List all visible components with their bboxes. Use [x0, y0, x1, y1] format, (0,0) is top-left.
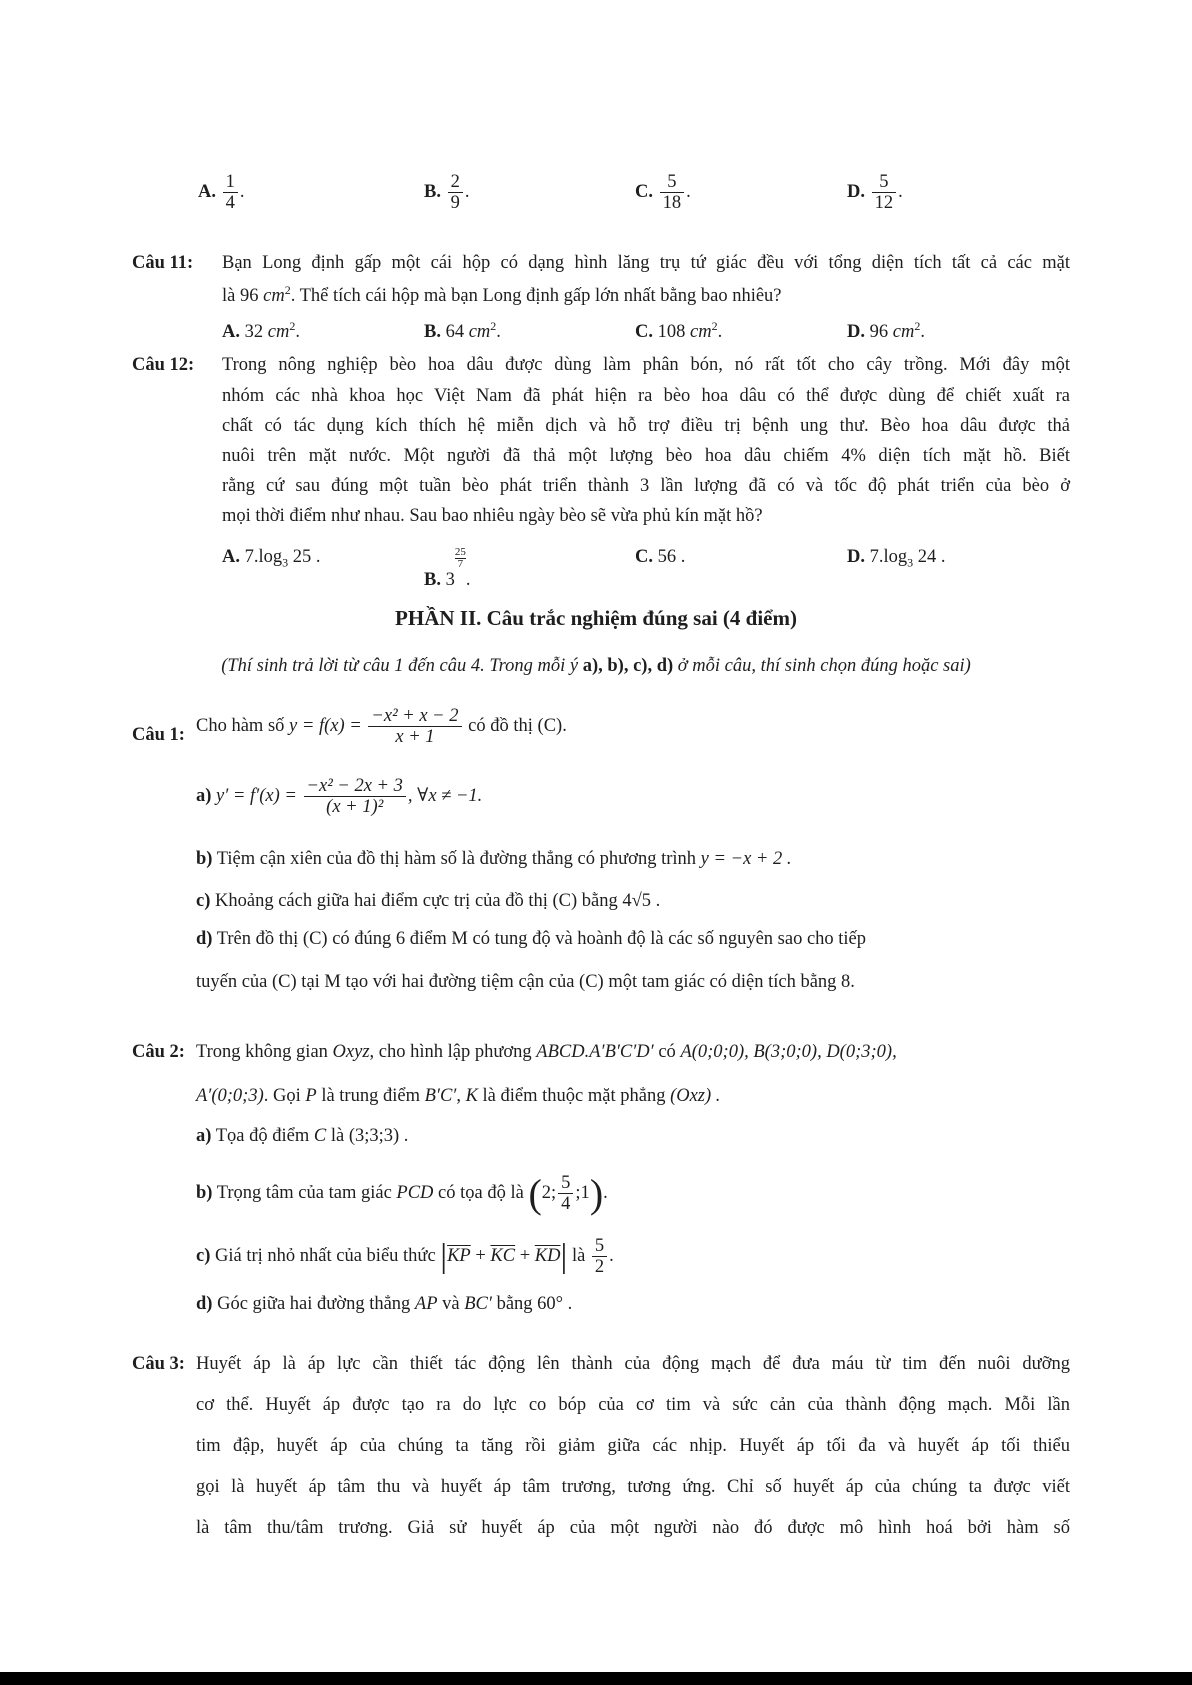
plus: +	[519, 1246, 531, 1267]
statement-label: c)	[196, 891, 211, 911]
denominator: 9	[450, 193, 460, 214]
option-letter: B.	[424, 182, 441, 203]
cube-name: ABCD.A′B′C′D′	[536, 1042, 654, 1062]
option-value: 108	[657, 322, 686, 343]
fraction	[223, 172, 238, 214]
text: là trung điểm	[321, 1086, 420, 1106]
unit: cm	[263, 286, 285, 307]
part2-instruction	[0, 656, 1192, 677]
numerator: −x² + x − 2	[368, 706, 461, 727]
c3-label: Câu 3:	[132, 1354, 185, 1374]
denominator: x + 1	[395, 727, 435, 748]
c1-intro-text: Cho hàm số	[196, 716, 285, 737]
segment: B′C′	[424, 1086, 457, 1106]
statement-label: a)	[196, 1126, 212, 1146]
function-fraction	[368, 706, 461, 748]
c1-statement-a	[196, 776, 482, 818]
c3-line: cơ thể. Huyết áp được tạo ra do lực co bóp của cơ tim và sức cản của thành động mạch. Mỗi lần	[196, 1395, 1070, 1415]
text: . Gọi	[263, 1086, 301, 1106]
triangle-name: PCD	[396, 1182, 434, 1203]
exp-denominator: 7	[457, 558, 464, 570]
abs-bar-right: |	[560, 1237, 568, 1275]
tail: .	[686, 182, 691, 203]
text: bằng	[496, 1294, 533, 1314]
tail: .	[609, 1246, 614, 1267]
q12-line: mọi thời điểm như nhau. Sau bao nhiêu ngày bèo sẽ vừa phủ kín mặt hồ?	[222, 506, 763, 526]
c1-statement-d	[196, 929, 866, 950]
c1-label: Câu 1:	[132, 725, 185, 745]
c1-intro-post: có đồ thị (C).	[468, 716, 567, 737]
c1-statement-c	[196, 891, 660, 912]
tail: .	[464, 182, 470, 203]
statement-label: d)	[196, 1294, 213, 1314]
exponent: 2	[490, 319, 497, 333]
option-letter: B.	[424, 570, 441, 590]
q10-option-c	[635, 172, 691, 214]
plus: +	[475, 1246, 486, 1267]
option-letter: A.	[222, 547, 240, 567]
point-p: P	[305, 1086, 317, 1106]
distance-value: 4√5 .	[622, 891, 661, 911]
exponent: 2	[914, 319, 921, 333]
statement-text: Khoảng cách giữa hai điểm cực trị của đồ thị (C) bằng	[215, 891, 618, 911]
point-c: C	[313, 1126, 327, 1146]
tail: .	[239, 182, 245, 203]
statement-text: Trọng tâm của tam giác	[216, 1182, 392, 1203]
line-ap: AP	[414, 1294, 438, 1314]
option-letter: D.	[847, 322, 865, 343]
c2-statement-a	[196, 1126, 408, 1147]
q11-option-a	[222, 319, 300, 343]
q11-label: Câu 11:	[132, 253, 194, 273]
point-k: K	[465, 1086, 478, 1106]
power-base: 3	[445, 570, 455, 590]
q12-option-b	[424, 547, 470, 591]
tail: .	[295, 322, 300, 343]
q11-option-c	[635, 319, 722, 343]
unit: cm	[892, 322, 915, 343]
fraction	[448, 172, 463, 214]
statement-text: Trên đồ thị (C) có đúng 6 điểm M có tung độ và hoành độ là các số nguyên sao cho tiếp	[216, 929, 867, 949]
q11-line2	[222, 283, 782, 307]
denominator: 4	[225, 193, 235, 214]
exponent: 2	[289, 319, 296, 333]
statement-text: Tiệm cận xiên của đồ thị hàm số là đường thẳng có phương trình	[216, 849, 697, 869]
point-a-prime: A′(0;0;3)	[196, 1086, 264, 1106]
statement-text: Tọa độ điểm	[215, 1126, 310, 1146]
unit: cm	[267, 322, 290, 343]
c2-statement-b	[196, 1170, 608, 1217]
text: Trong không gian	[196, 1042, 328, 1062]
numerator: 1	[223, 172, 238, 193]
exponent: 2	[711, 319, 718, 333]
points: A(0;0;0), B(3;0;0), D(0;3;0),	[680, 1042, 897, 1062]
log-arg: 25 .	[292, 547, 321, 567]
log-text: 7.log	[244, 547, 283, 567]
power-exponent	[455, 547, 466, 570]
coord: ;1	[575, 1182, 590, 1203]
tail: .	[920, 322, 925, 343]
note-text: ở mỗi câu, thí sinh chọn đúng hoặc sai)	[673, 656, 971, 676]
right-paren: )	[589, 1171, 604, 1216]
note-bold: a), b), c), d)	[582, 656, 674, 676]
q12-option-a	[222, 547, 321, 571]
derivative-condition: , ∀x ≠ −1.	[407, 786, 483, 807]
option-letter: C.	[635, 547, 653, 567]
text: là	[330, 1126, 345, 1146]
angle-value: 60° .	[537, 1294, 573, 1314]
statement-label: a)	[196, 786, 212, 807]
line-bc-prime: BC′	[464, 1294, 492, 1314]
fraction	[872, 172, 897, 214]
vector-kp: $\overline{KP}$	[447, 1246, 471, 1267]
numerator: 2	[448, 172, 463, 193]
option-value: 56 .	[657, 547, 686, 567]
part2-heading: PHẦN II. Câu trắc nghiệm đúng sai (4 điểm)	[395, 606, 797, 630]
q11-line1: Bạn Long định gấp một cái hộp có dạng hình lăng trụ tứ giác đều với tổng diện tích tất cả các mặt	[222, 253, 1070, 273]
q12-option-d	[847, 547, 946, 571]
q12-line: rằng cứ sau đúng một tuần bèo phát triển thành 3 lần lượng đã có và tốc độ phát triển của bèo ở	[222, 476, 1070, 496]
statement-label: c)	[196, 1246, 211, 1267]
option-letter: D.	[847, 547, 865, 567]
fraction	[660, 172, 685, 214]
option-value: 96	[869, 322, 889, 343]
text: là	[571, 1246, 586, 1267]
bottom-edge-bar	[0, 1672, 1192, 1685]
unit: cm	[468, 322, 491, 343]
q12-line: nhóm các nhà khoa học Việt Nam đã phát hiện ra bèo hoa dâu có thể được dùng để chiết xuất ra	[222, 386, 1070, 406]
tail: .	[465, 570, 471, 590]
statement-label: b)	[196, 849, 213, 869]
text: và	[442, 1294, 460, 1314]
vector-kc: $\overline{KC}$	[490, 1246, 516, 1267]
c2-label: Câu 2:	[132, 1042, 185, 1062]
text: là điểm thuộc mặt phẳng	[482, 1086, 666, 1106]
denominator: 4	[561, 1194, 571, 1214]
tail: .	[717, 322, 723, 343]
vector-kd: $\overline{KD}$	[534, 1246, 561, 1267]
statement-text: Giá trị nhỏ nhất của biểu thức	[215, 1246, 436, 1267]
q11-option-d	[847, 319, 925, 343]
option-value: 64	[445, 322, 465, 343]
q10-option-a	[198, 172, 245, 214]
option-letter: C.	[635, 182, 653, 203]
q10-option-b	[424, 172, 469, 214]
c2-line1	[196, 1042, 897, 1063]
exponent: 2	[284, 283, 291, 297]
c1-intro	[196, 706, 567, 748]
derivative-lhs: y′ = f′(x) =	[216, 786, 297, 807]
q12-line: Trong nông nghiệp bèo hoa dâu được dùng làm phân bón, nó rất tốt cho cây trồng. Mới đây một	[222, 355, 1070, 375]
q11-option-b	[424, 319, 501, 343]
c3-line: tim đập, huyết áp của chúng ta tăng rồi giảm giữa các nhịp. Huyết áp tối đa và huyết áp tối thiểu	[196, 1436, 1070, 1456]
denominator: 2	[594, 1257, 605, 1278]
q12-line: chất có tác dụng kích thích hệ miễn dịch và hỗ trợ điều trị bệnh ung thư. Bèo hoa dâu được thả	[222, 416, 1070, 436]
q12-line: nuôi trên mặt nước. Một người đã thả một lượng bèo hoa dâu chiếm 4% diện tích mặt hồ. Biết	[222, 446, 1070, 466]
q11-question: . Thể tích cái hộp mà bạn Long định gấp lớn nhất bằng bao nhiêu?	[290, 286, 782, 307]
tail: .	[496, 322, 501, 343]
option-letter: A.	[198, 182, 216, 203]
option-value: 32	[244, 322, 264, 343]
q10-option-d	[847, 172, 903, 214]
text: có	[658, 1042, 676, 1062]
numerator: −x² − 2x + 3	[304, 776, 406, 797]
q12-label: Câu 12:	[132, 355, 195, 375]
tail: .	[603, 1182, 608, 1203]
tail: .	[898, 182, 903, 203]
space-name: Oxyz	[332, 1042, 370, 1062]
c3-line: gọi là huyết áp tâm thu và huyết áp tâm trương, tương ứng. Chỉ số huyết áp của chúng ta được viết	[196, 1477, 1070, 1497]
numerator: 5	[872, 172, 897, 193]
q12-option-c	[635, 547, 685, 568]
option-letter: B.	[424, 322, 441, 343]
log-arg: 24 .	[917, 547, 946, 567]
fraction	[558, 1173, 573, 1215]
statement-label: b)	[196, 1182, 213, 1203]
abs-bar-left: |	[440, 1237, 448, 1275]
c2-line2	[196, 1086, 720, 1107]
option-letter: C.	[635, 322, 653, 343]
fraction	[592, 1236, 607, 1278]
option-letter: D.	[847, 182, 865, 203]
text: ,	[456, 1086, 461, 1106]
function-lhs: y = f(x) =	[289, 716, 362, 737]
q11-area: là 96	[222, 286, 259, 307]
coord: 2;	[541, 1182, 557, 1203]
log-base: 3	[907, 555, 914, 570]
c2-statement-d	[196, 1294, 572, 1315]
c1-statement-d-cont: tuyến của (C) tại M tạo với hai đường tiệm cận của (C) một tam giác có diện tích bằng 8.	[196, 972, 855, 992]
exp-numerator: 25	[454, 546, 466, 558]
denominator: 12	[874, 193, 894, 214]
c3-line: Huyết áp là áp lực cần thiết tác động lên thành của động mạch để đưa máu từ tim đến nuôi dưỡng	[196, 1354, 1070, 1374]
statement-text: Góc giữa hai đường thẳng	[217, 1294, 411, 1314]
numerator: 5	[558, 1173, 573, 1194]
statement-label: d)	[196, 929, 213, 949]
c3-line: là tâm thu/tâm trương. Giả sử huyết áp của một người nào đó được mô hình hoá bởi hàm số	[196, 1518, 1070, 1538]
c1-statement-b	[196, 849, 792, 870]
note-text: (Thí sinh trả lời từ câu 1 đến câu 4. Trong mỗi ý	[221, 656, 583, 676]
numerator: 5	[592, 1236, 607, 1257]
denominator: 18	[662, 193, 682, 214]
option-letter: A.	[222, 322, 240, 343]
log-base: 3	[282, 555, 289, 570]
coordinates: (3;3;3) .	[348, 1126, 409, 1146]
denominator: (x + 1)²	[326, 797, 384, 818]
c2-statement-c	[196, 1236, 614, 1278]
text: có tọa độ là	[438, 1182, 524, 1203]
derivative-fraction	[304, 776, 406, 818]
numerator: 5	[660, 172, 685, 193]
unit: cm	[690, 322, 712, 343]
asymptote-equation: y = −x + 2 .	[700, 849, 792, 869]
log-text: 7.log	[869, 547, 908, 567]
plane: (Oxz) .	[670, 1086, 721, 1106]
text: , cho hình lập phương	[369, 1042, 532, 1062]
left-paren: (	[528, 1171, 542, 1216]
